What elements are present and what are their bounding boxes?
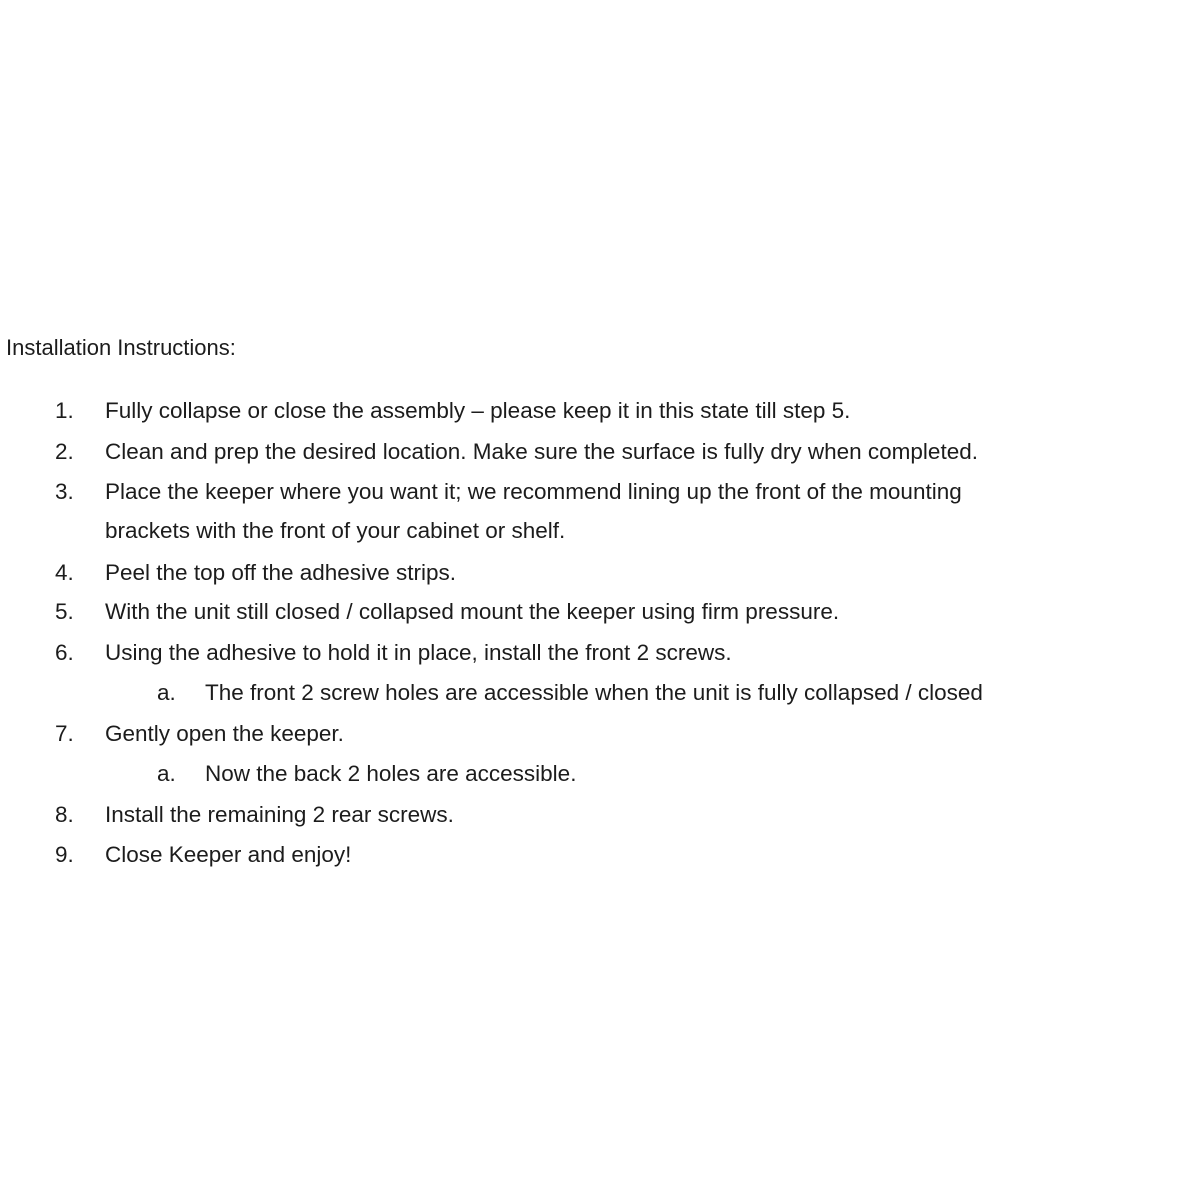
- step-text: Place the keeper where you want it; we recommend lining up the front of the mounting: [105, 479, 962, 504]
- step-number: 4.: [55, 560, 74, 585]
- step-number: 1.: [55, 398, 74, 423]
- sub-step-text: Now the back 2 holes are accessible.: [205, 761, 577, 786]
- sub-step-text: The front 2 screw holes are accessible when the unit is fully collapsed / closed: [205, 680, 983, 705]
- sub-step-letter: a.: [157, 761, 176, 786]
- step-text: Clean and prep the desired location. Make sure the surface is fully dry when completed.: [105, 439, 978, 464]
- step-number: 6.: [55, 640, 74, 665]
- step-text: With the unit still closed / collapsed mount the keeper using firm pressure.: [105, 599, 840, 624]
- step-text: Close Keeper and enjoy!: [105, 842, 352, 867]
- step-number: 2.: [55, 439, 74, 464]
- step-number: 3.: [55, 479, 74, 504]
- step-text: Using the adhesive to hold it in place, install the front 2 screws.: [105, 640, 732, 665]
- sub-step-letter: a.: [157, 680, 176, 705]
- step-text: Install the remaining 2 rear screws.: [105, 802, 454, 827]
- step-number: 5.: [55, 599, 74, 624]
- document-heading: Installation Instructions:: [6, 335, 236, 360]
- step-text: Fully collapse or close the assembly – please keep it in this state till step 5.: [105, 398, 851, 423]
- step-number: 7.: [55, 721, 74, 746]
- step-number: 8.: [55, 802, 74, 827]
- step-text-continuation: brackets with the front of your cabinet or shelf.: [105, 518, 566, 543]
- step-text: Gently open the keeper.: [105, 721, 344, 746]
- step-number: 9.: [55, 842, 74, 867]
- step-text: Peel the top off the adhesive strips.: [105, 560, 457, 585]
